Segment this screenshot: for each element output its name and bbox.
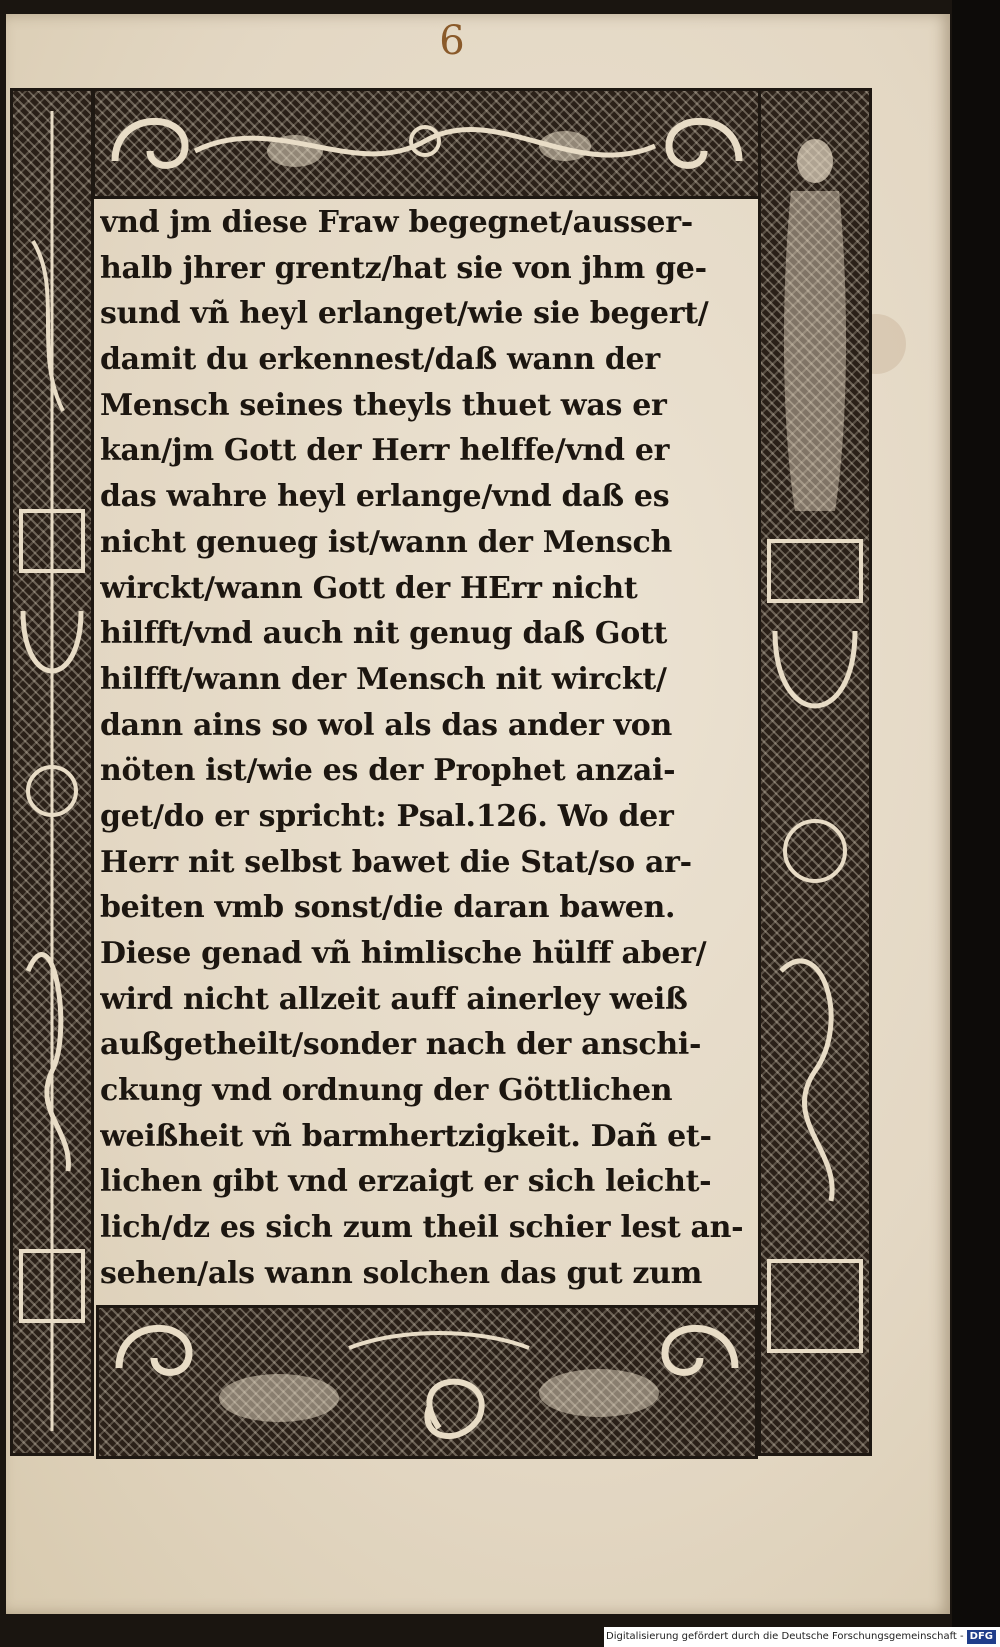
woodcut-ornament-icon bbox=[761, 91, 869, 1453]
woodcut-ornament-icon bbox=[99, 1308, 755, 1456]
book-spine-shadow bbox=[952, 0, 1000, 1647]
dfg-logo: DFG bbox=[967, 1630, 996, 1644]
text-line: get/do er spricht: Psal.126. Wo der bbox=[100, 798, 674, 834]
text-line: hilfft/wann der Mensch nit wirckt/ bbox=[100, 661, 667, 697]
text-line: halb jhrer grentz/hat sie von jhm ge- bbox=[100, 250, 707, 286]
text-line: nöten ist/wie es der Prophet anzai- bbox=[100, 753, 676, 789]
text-line: Mensch seines theyls thuet was er bbox=[100, 387, 667, 423]
text-line: dann ains so wol als das ander von bbox=[100, 707, 673, 743]
text-line: vnd jm diese Fraw begegnet/ausser- bbox=[100, 205, 693, 240]
woodcut-ornament-icon bbox=[13, 91, 91, 1453]
text-line: lichen gibt vnd erzaigt er sich leicht- bbox=[100, 1164, 712, 1200]
woodcut-left-border bbox=[10, 88, 94, 1456]
digitization-credit bbox=[604, 1627, 1000, 1647]
credit-text: Digitalisierung gefördert durch die Deutsche Forschungsgemeinschaft - bbox=[606, 1631, 964, 1642]
woodcut-right-border bbox=[758, 88, 872, 1456]
woodcut-bottom-border bbox=[96, 1305, 758, 1459]
text-line: lich/dz es sich zum theil schier lest an- bbox=[100, 1210, 744, 1246]
woodcut-ornament-icon bbox=[95, 91, 759, 196]
text-line: außgetheilt/sonder nach der anschi- bbox=[100, 1027, 702, 1063]
text-line: ckung vnd ordnung der Göttlichen bbox=[100, 1073, 673, 1109]
text-line: damit du erkennest/daß wann der bbox=[100, 342, 660, 378]
woodcut-top-border bbox=[92, 88, 762, 199]
text-line: weißheit vñ barmhertzigkeit. Dañ et- bbox=[100, 1118, 712, 1154]
text-line: hilfft/vnd auch nit genug daß Gott bbox=[100, 616, 668, 652]
text-line: kan/jm Gott der Herr helffe/vnd er bbox=[100, 433, 670, 469]
page-text bbox=[100, 200, 750, 1300]
folio-number: 6 bbox=[439, 18, 465, 64]
text-line: wirckt/wann Gott der HErr nicht bbox=[100, 570, 638, 606]
text-line: das wahre heyl erlange/vnd daß es bbox=[100, 479, 670, 515]
text-line: beiten vmb sonst/die daran bawen. bbox=[100, 890, 676, 926]
text-line: sehen/als wann solchen das gut zum bbox=[100, 1255, 703, 1291]
text-line: Diese genad vñ himlische hülff aber/ bbox=[100, 936, 707, 971]
text-line: Herr nit selbst bawet die Stat/so ar- bbox=[100, 844, 692, 880]
text-line: sund vñ heyl erlanget/wie sie begert/ bbox=[100, 296, 709, 332]
text-line: nicht genueg ist/wann der Mensch bbox=[100, 524, 673, 560]
text-line: wird nicht allzeit auff ainerley weiß bbox=[100, 981, 688, 1017]
